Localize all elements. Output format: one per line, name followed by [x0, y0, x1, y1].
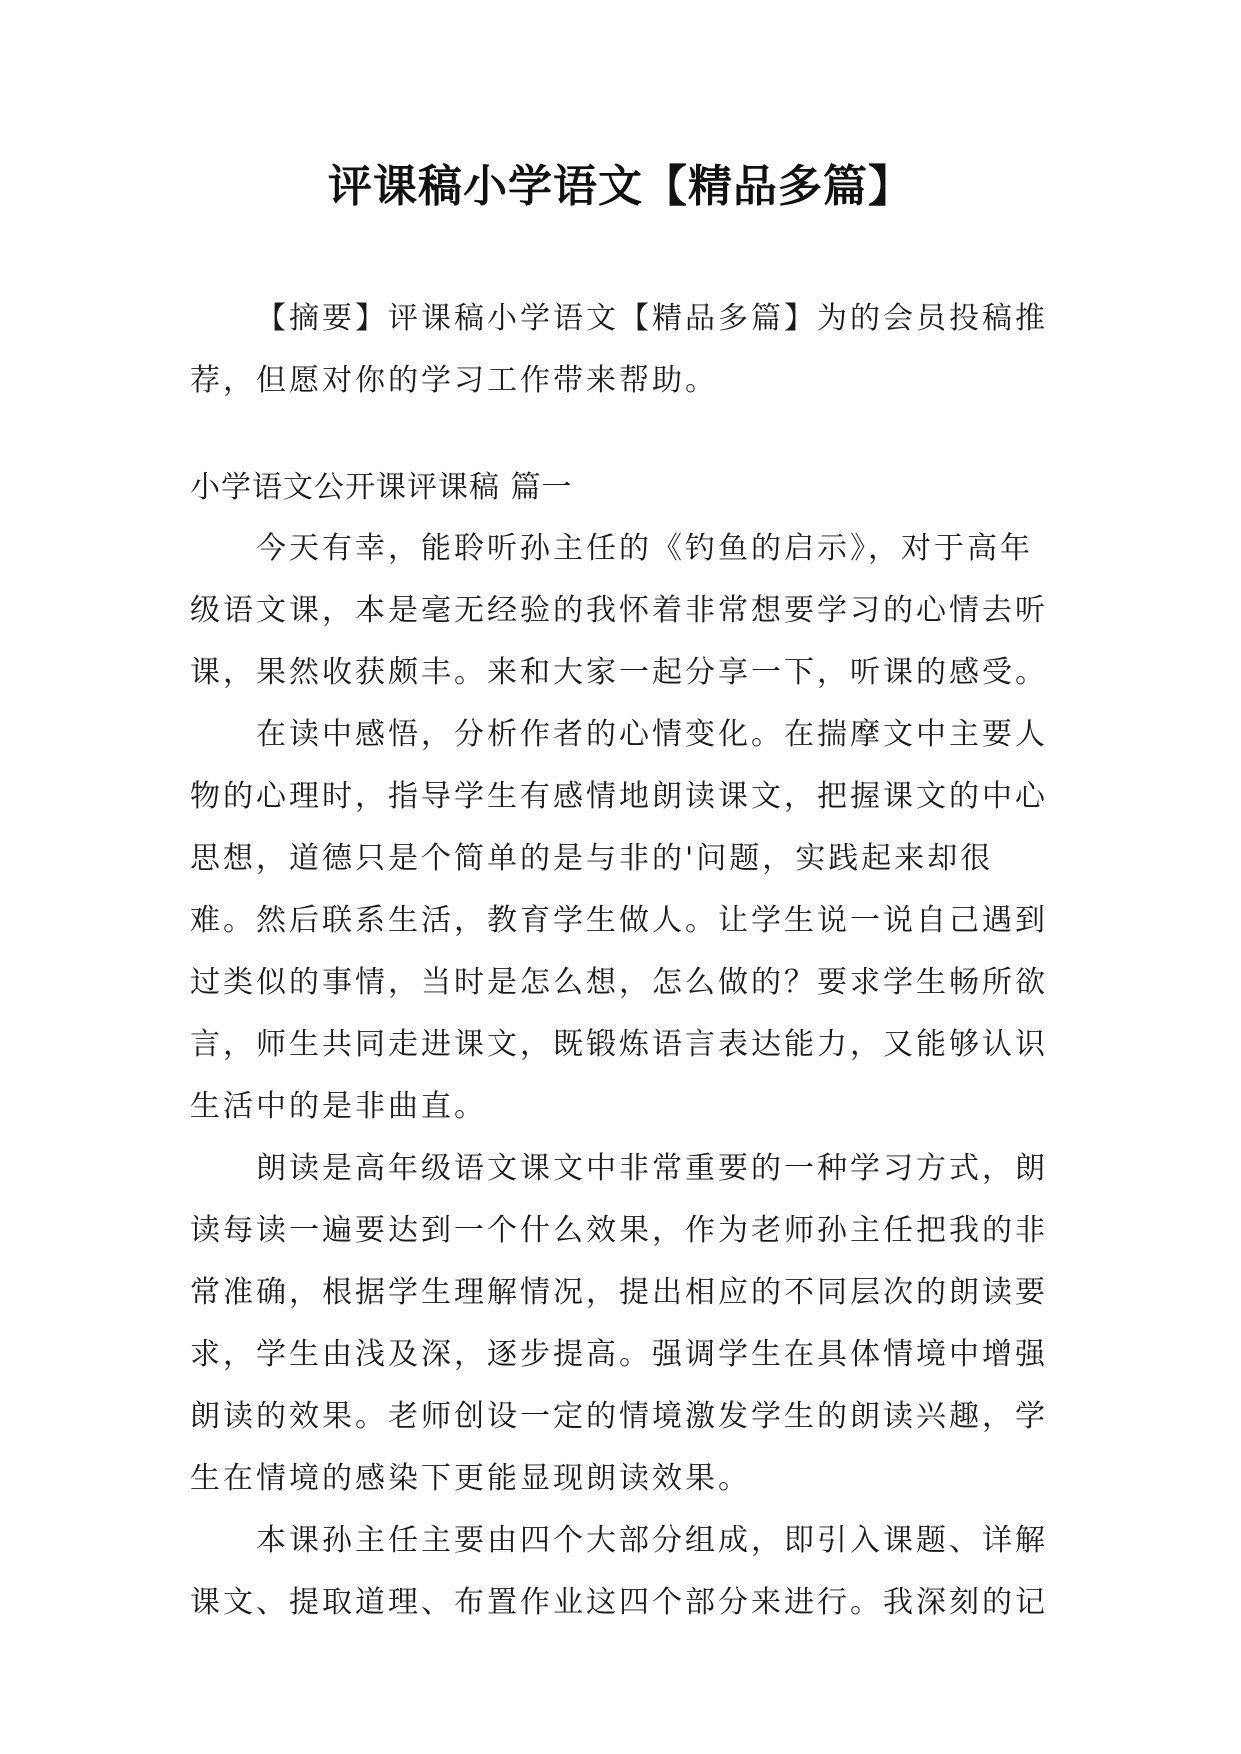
main-text: [190, 518, 1052, 1634]
abstract-paragraph: 【摘要】评课稿小学语文【精品多篇】为的会员投稿推荐，但愿对你的学习工作带来帮助。: [190, 301, 1048, 398]
page-title: 评课稿小学语文【精品多篇】: [328, 161, 913, 212]
paragraph-2: 在读中感悟，分析作者的心情变化。在揣摩文中主要人物的心理时，指导学生有感情地朗读课文，把握课文的中心思想，道德只是个简单的是与非的'问题，实践起来却很难。然后联系生活，教育学生做人。让学生说一说自己遇到过类似的事情，当时是怎么想，怎么做的？要求学生畅所欲言，师生共同走进课文，既锻炼语言表达能力，又能够认识生活中的是非曲直。: [190, 717, 1048, 1124]
paragraph-3: 朗读是高年级语文课文中非常重要的一种学习方式，朗读每读一遍要达到一个什么效果，作为老师孙主任把我的非常准确，根据学生理解情况，提出相应的不同层次的朗读要求，学生由浅及深，逐步提高。强调学生在具体情境中增强朗读的效果。老师创设一定的情境激发学生的朗读兴趣，学生在情境的感染下更能显现朗读效果。: [190, 1151, 1048, 1496]
paragraph-4: 本课孙主任主要由四个大部分组成，即引入课题、详解课文、提取道理、布置作业这四个部分来进行。我深刻的记: [190, 1523, 1048, 1620]
section-heading: 小学语文公开课评课稿 篇一: [190, 470, 573, 505]
paragraph-1: 今天有幸，能聆听孙主任的《钓鱼的启示》，对于高年级语文课，本是毫无经验的我怀着非常想要学习的心情去听课，果然收获颇丰。来和大家一起分享一下，听课的感受。: [190, 531, 1048, 690]
abstract: [190, 288, 1052, 412]
